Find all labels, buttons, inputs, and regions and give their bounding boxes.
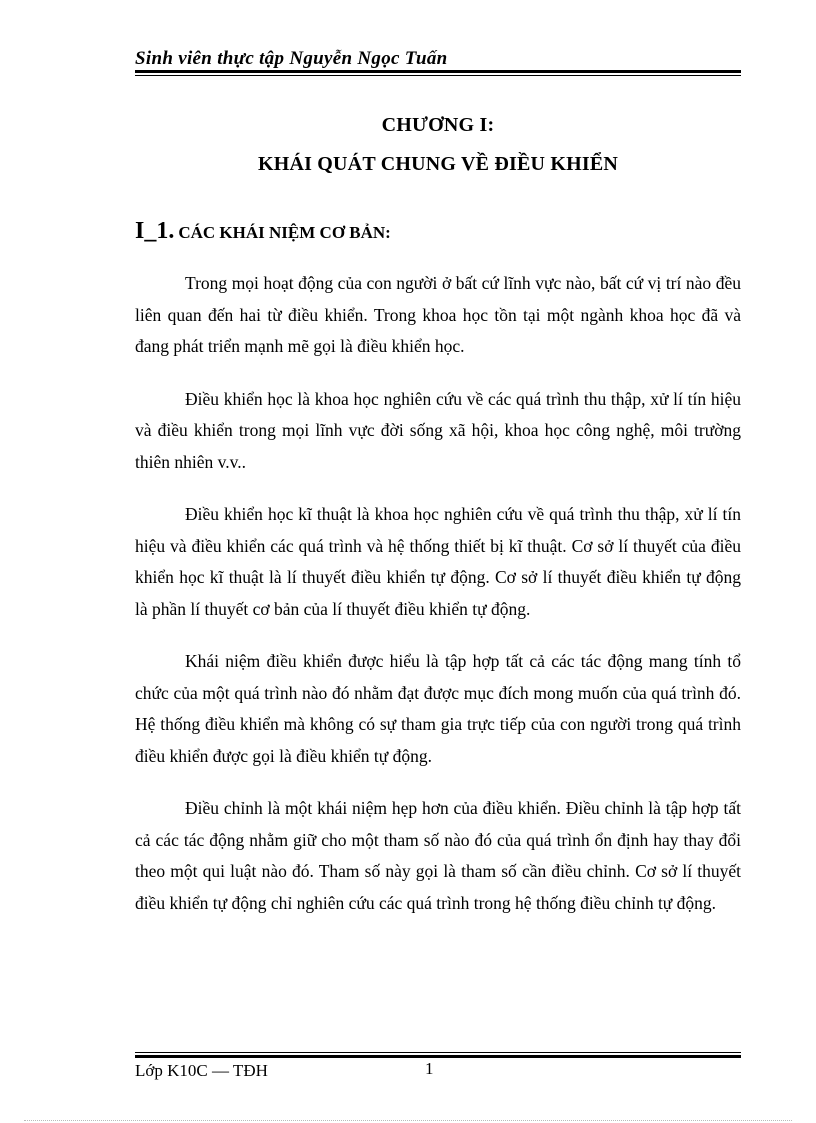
paragraph-5: Điều chỉnh là một khái niệm hẹp hơn của điều khiển. Điều chỉnh là tập hợp tất cả các tác động nhằm giữ cho một tham số nào đó của quá trình ổn định hay thay đổi theo một qui luật nào đó. Tham số này gọi là tham số cần điều chỉnh. Cơ sở lí thuyết điều khiển tự động chỉ nghiên cứu các quá trình trong hệ thống điều chỉnh tự động. xyxy=(135,798,741,913)
footer-class-label: Lớp K10C — TĐH xyxy=(135,1061,268,1080)
header-rule-thin xyxy=(135,75,741,76)
page-number: 1 xyxy=(425,1059,434,1078)
paragraph-4: Khái niệm điều khiển được hiểu là tập hợp tất cả các tác động mang tính tổ chức của một quá trình nào đó nhằm đạt được mục đích mong muốn của quá trình đó. Hệ thống điều khiển mà không có sự tham gia trực tiếp của con người trong quá trình điều khiển được gọi là điều khiển tự động. xyxy=(135,651,741,766)
running-header: Sinh viên thực tập Nguyễn Ngọc Tuấn xyxy=(135,48,448,69)
paragraph-3: Điều khiển học kĩ thuật là khoa học nghiên cứu về quá trình thu thập, xử lí tín hiệu và điều khiển các quá trình và hệ thống thiết bị kĩ thuật. Cơ sở lí thuyết của điều khiển học kĩ thuật là lí thuyết điều khiển tự động. Cơ sở lí thuyết điều khiển tự động là phần lí thuyết cơ bản của lí thuyết điều khiển tự động. xyxy=(135,504,741,619)
footer-rule-thick xyxy=(135,1055,741,1058)
section-heading xyxy=(135,218,391,245)
header-rule-thick xyxy=(135,70,741,73)
page-bottom-edge xyxy=(24,1120,792,1121)
paragraph-1: Trong mọi hoạt động của con người ở bất cứ lĩnh vực nào, bất cứ vị trí nào đều liên quan đến hai từ điều khiển. Trong khoa học tồn tại một ngành khoa học đã và đang phát triển mạnh mẽ gọi là điều khiển học. xyxy=(135,273,741,356)
section-title: CÁC KHÁI NIỆM CƠ BẢN: xyxy=(178,223,391,242)
paragraph-2: Điều khiển học là khoa học nghiên cứu về các quá trình thu thập, xử lí tín hiệu và điều khiển trong mọi lĩnh vực đời sống xã hội, khoa học công nghệ, môi trường thiên nhiên v.v.. xyxy=(135,388,741,472)
chapter-subtitle: KHÁI QUÁT CHUNG VỀ ĐIỀU KHIỂN xyxy=(257,153,619,175)
section-number: I_1. xyxy=(135,218,175,244)
footer-rule-thin xyxy=(135,1052,741,1053)
chapter-title: CHƯƠNG I: xyxy=(381,114,495,136)
body-text xyxy=(135,268,741,940)
